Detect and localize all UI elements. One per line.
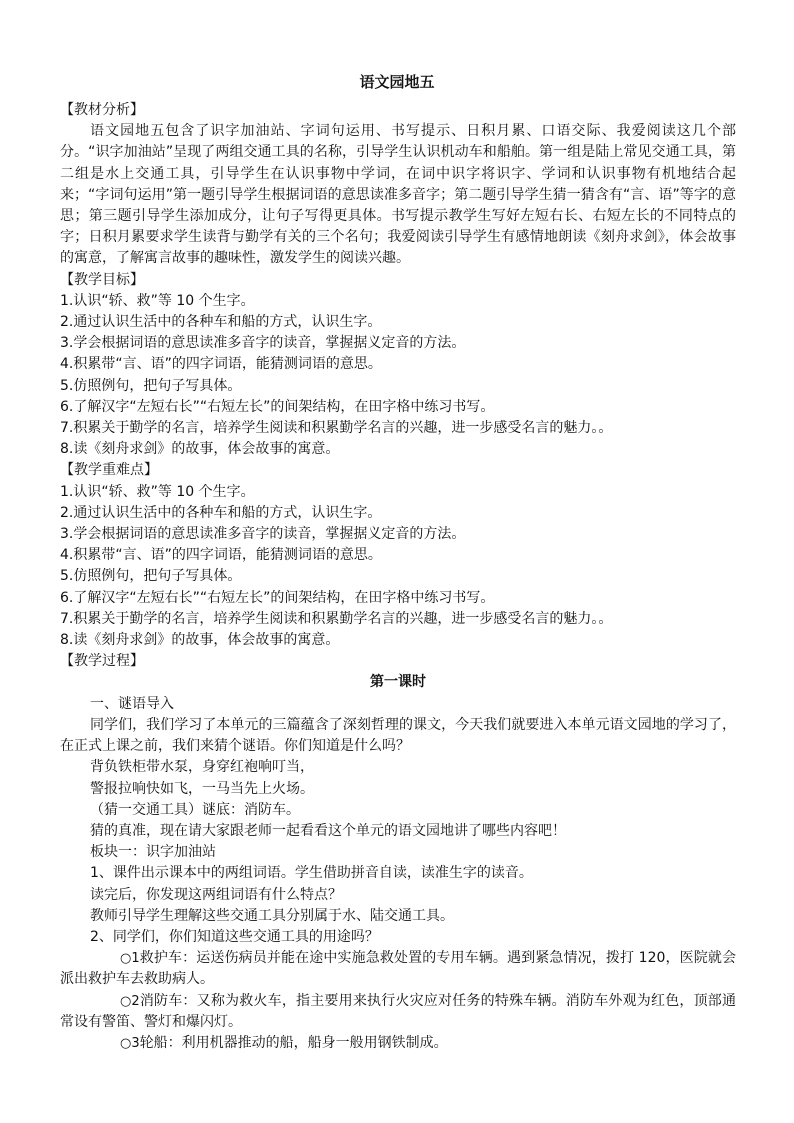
key-point-item: 6.了解汉字“左短右长”“右短左长”的间架结构，在田字格中练习书写。 <box>60 589 495 606</box>
goal-item: 7.积累关于勤学的名言，培养学生阅读和积累勤学名言的兴趣，进一步感受名言的魅力。。 <box>60 420 613 437</box>
key-point-item: 7.积累关于勤学的名言，培养学生阅读和积累勤学名言的兴趣，进一步感受名言的魅力。。 <box>60 610 613 627</box>
goal-item: 6.了解汉字“左短右长”“右短左长”的间架结构，在田字格中练习书写。 <box>60 398 495 415</box>
key-point-item: 1.认识“轿、救”等 10 个生字。 <box>60 483 255 500</box>
key-point-item: 3.学会根据词语的意思读准多音字的读音，掌握据义定音的方法。 <box>60 526 466 543</box>
item-number-mark: ○1 <box>120 951 140 967</box>
lesson-paragraph: 2、同学们，你们知道这些交通工具的用途吗？ <box>90 928 379 945</box>
key-points-heading: 【教学重难点】 <box>60 462 158 479</box>
page-title: 语文园地五 <box>359 73 435 91</box>
item-number-mark: ○2 <box>120 993 140 1009</box>
goal-item: 3.学会根据词语的意思读准多音字的读音，掌握据义定音的方法。 <box>60 335 466 352</box>
goal-item: 1.认识“轿、救”等 10 个生字。 <box>60 292 255 309</box>
goal-item: 2.通过认识生活中的各种车和船的方式，认识生字。 <box>60 314 382 331</box>
lesson-paragraph: 板块一：识字加油站 <box>90 844 216 861</box>
item-number-mark: ○3 <box>120 1035 140 1051</box>
key-point-item: 5.仿照例句，把句子写具体。 <box>60 568 242 585</box>
lesson-title: 第一课时 <box>370 674 426 691</box>
vehicle-item-text: 消防车：又称为救火车，指主要用来执行火灾应对任务的特殊车辆。消防车外观为红色，顶部通常设有警笛、警灯和爆闪灯。 <box>60 992 736 1030</box>
key-point-item: 4.积累带“言、语”的四字词语，能猜测词语的意思。 <box>60 547 382 564</box>
key-point-item: 2.通过认识生活中的各种车和船的方式，认识生字。 <box>60 504 382 521</box>
analysis-paragraph: 语文园地五包含了识字加油站、字词句运用、书写提示、日积月累、口语交际、我爱阅读这几个部分。“识字加油站”呈现了两组交通工具的名称，引导学生认识机动车和船舶。第一组是陆上常见交通工具，第二组是水上交通工具，引导学生在认识事物中学词，在词中识字将识字、学词和认识事物有机地结合起来；“字词句运用”第一题引导学生根据词语的意思读准多音字；第二题引导学生猜一猜含有“言、语”等字的意思；第三题引导学生添加成分，让句子写得更具体。书写提示教学生写好左短右长、右短左长的不同特点的字；日积月累要求学生读背与勤学有关的三个名句；我爱阅读引导学生有感情地朗读《刻舟求剑》，体会故事的寓意，了解寓言故事的趣味性，激发学生的阅读兴趣。 <box>60 123 736 267</box>
lesson-paragraph: 读完后，你发现这两组词语有什么特点？ <box>90 886 342 903</box>
lesson-paragraph: 教师引导学生理解这些交通工具分别属于水、陆交通工具。 <box>90 907 454 924</box>
lesson-paragraph: 警报拉响快如飞，一马当先上火场。 <box>90 780 314 797</box>
vehicle-item-text: 救护车：运送伤病员并能在途中实施急救处置的专用车辆。遇到紧急情况，拨打 120，医院就会派出救护车去救助病人。 <box>60 950 736 988</box>
lesson-paragraph: （猜一交通工具）谜底：消防车。 <box>90 801 300 818</box>
goals-heading: 【教学目标】 <box>60 271 144 288</box>
analysis-heading: 【教材分析】 <box>60 102 144 118</box>
goal-item: 8.读《刻舟求剑》的故事，体会故事的寓意。 <box>60 441 340 458</box>
lesson-paragraph: 1、课件出示课本中的两组词语。学生借助拼音自读，读准生字的读音。 <box>90 865 533 882</box>
process-heading: 【教学过程】 <box>60 653 144 670</box>
goal-item: 4.积累带“言、语”的四字词语，能猜测词语的意思。 <box>60 356 382 373</box>
vehicle-item <box>60 948 736 990</box>
vehicle-item <box>60 1033 736 1054</box>
document-body <box>60 100 736 1054</box>
lesson-paragraph: 背负铁柜带水泵，身穿红袍响叮当， <box>90 759 314 776</box>
goal-item: 5.仿照例句，把句子写具体。 <box>60 377 242 394</box>
lesson-paragraph: 猜的真准，现在请大家跟老师一起看看这个单元的语文园地讲了哪些内容吧！ <box>90 822 566 839</box>
vehicle-item <box>60 991 736 1033</box>
vehicle-item-text: 轮船：利用机器推动的船，船身一般用钢铁制成。 <box>139 1034 448 1051</box>
lesson-paragraph: 同学们，我们学习了本单元的三篇蕴含了深刻哲理的课文，今天我们就要进入本单元语文园地的学习了，在正式上课之前，我们来猜个谜语。你们知道是什么吗？ <box>60 716 736 755</box>
lesson-paragraph: 一、谜语导入 <box>90 695 174 712</box>
key-point-item: 8.读《刻舟求剑》的故事，体会故事的寓意。 <box>60 632 340 649</box>
